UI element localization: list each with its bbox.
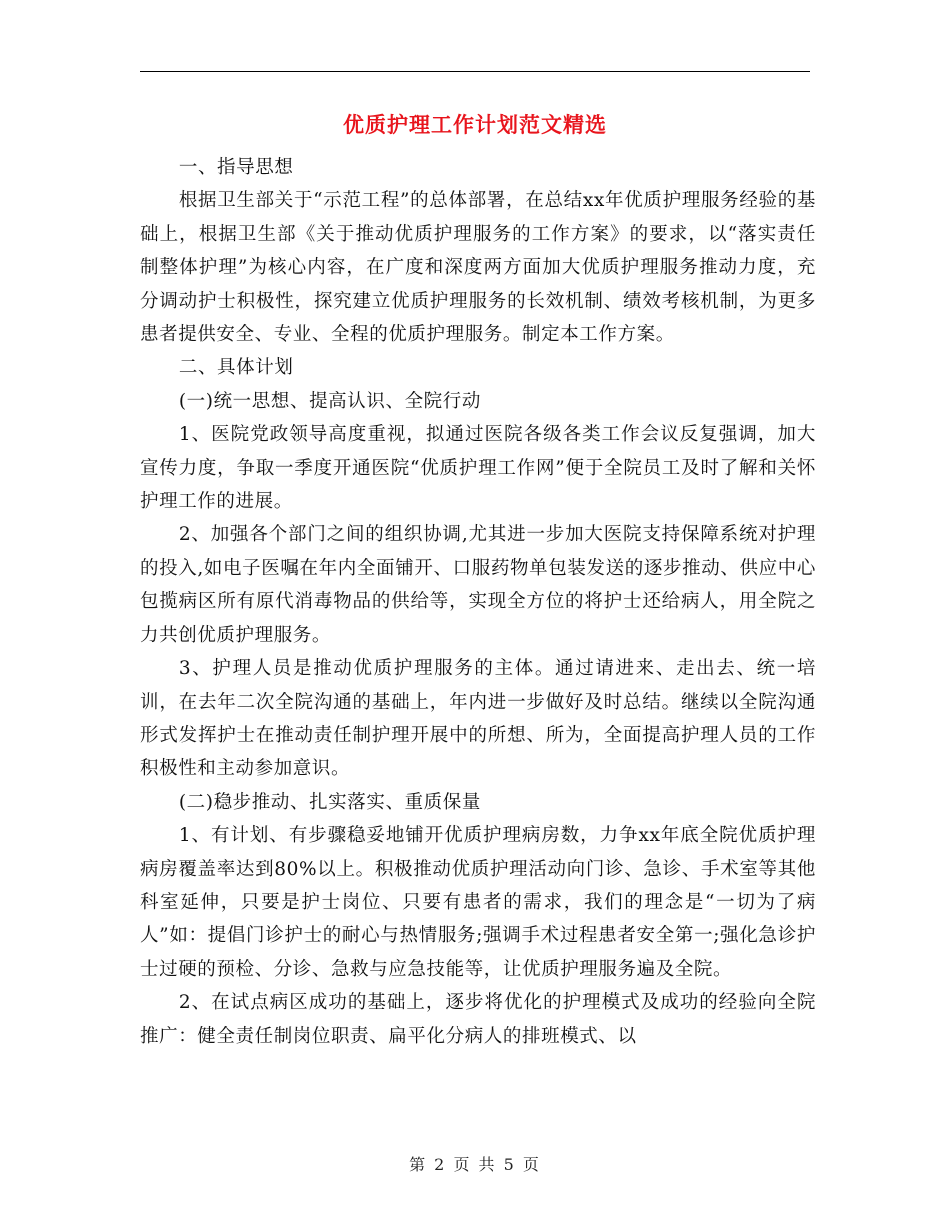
paragraph: 1、有计划、有步骤稳妥地铺开优质护理病房数，力争xx年底全院优质护理病房覆盖率达到80%以上。积极推动优质护理活动向门诊、急诊、手术室等其他科室延伸，只要是护士岗位、只要有患者的需求，我们的理念是“一切为了病人”如：提倡门诊护士的耐心与热情服务;强调手术过程患者安全第一;强化急诊护士过硬的预检、分诊、急救与应急技能等，让优质护理服务遍及全院。 xyxy=(140,825,816,980)
section-heading: 二、具体计划 xyxy=(178,357,294,379)
footer-middle: 页 共 xyxy=(453,1155,497,1174)
subsection-heading: (二)稳步推动、扎实落实、重质保量 xyxy=(178,791,481,813)
footer-suffix: 页 xyxy=(522,1155,541,1174)
document-body xyxy=(140,151,816,1053)
paragraph: 1、医院党政领导高度重视，拟通过医院各级各类工作会议反复强调，加大宣传力度，争取一季度开通医院“优质护理工作网”便于全院员工及时了解和关怀护理工作的进展。 xyxy=(140,424,816,513)
header-rule xyxy=(140,71,810,72)
paragraph: 2、加强各个部门之间的组织协调,尤其进一步加大医院支持保障系统对护理的投入,如电子医嘱在年内全面铺开、口服药物单包装发送的逐步推动、供应中心包揽病区所有原代消毒物品的供给等，实现全方位的将护士还给病人，用全院之力共创优质护理服务。 xyxy=(140,524,816,646)
footer-prefix: 第 xyxy=(409,1155,428,1174)
subsection-heading: (一)统一思想、提高认识、全院行动 xyxy=(178,390,481,412)
paragraph: 根据卫生部关于“示范工程”的总体部署，在总结xx年优质护理服务经验的基础上，根据卫生部《关于推动优质护理服务的工作方案》的要求，以“落实责任制整体护理”为核心内容，在广度和深度两方面加大优质护理服务推动力度，充分调动护士积极性，探究建立优质护理服务的长效机制、绩效考核机制，为更多患者提供安全、专业、全程的优质护理服务。制定本工作方案。 xyxy=(140,190,816,346)
page-footer xyxy=(0,1152,950,1175)
document-title: 优质护理工作计划范文精选 xyxy=(343,112,607,137)
footer-page-total: 5 xyxy=(503,1155,516,1174)
section-heading: 一、指导思想 xyxy=(178,157,294,178)
paragraph: 2、在试点病区成功的基础上，逐步将优化的护理模式及成功的经验向全院推广：健全责任制岗位职责、扁平化分病人的排班模式、以 xyxy=(140,992,816,1047)
paragraph: 3、护理人员是推动优质护理服务的主体。通过请进来、走出去、统一培训，在去年二次全院沟通的基础上，年内进一步做好及时总结。继续以全院沟通形式发挥护士在推动责任制护理开展中的所想、所为，全面提高护理人员的工作积极性和主动参加意识。 xyxy=(140,658,816,780)
footer-page-current: 2 xyxy=(434,1155,447,1174)
